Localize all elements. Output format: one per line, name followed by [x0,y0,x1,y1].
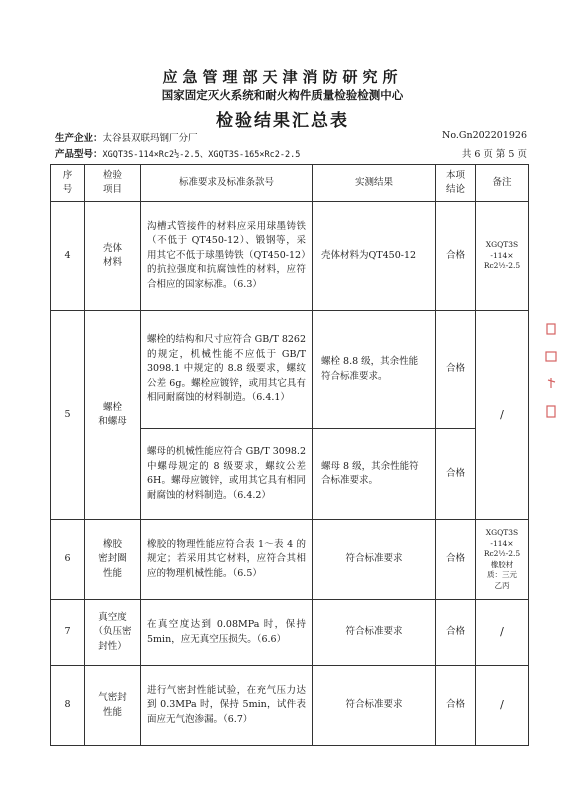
row-conclusion: 合格 [436,202,476,311]
document-title: 检验结果汇总表 [216,111,349,131]
header-standard: 标准要求及标准条款号 [141,165,313,202]
page-indicator: 共 6 页 第 5 页 [461,149,527,160]
row-item: 螺栓 和螺母 [85,311,141,520]
company-name: 太谷县双联玛钢厂分厂 [102,133,198,144]
institute-name: 应急管理部天津消防研究所 [162,68,403,86]
report-number: No.Gn202201926 [442,130,527,141]
header-item: 检验 项目 [85,165,141,202]
model-label: 产品型号： [55,149,103,160]
header-conclusion: 本项 结论 [436,165,476,202]
table-header-row [51,165,529,202]
table-row [51,600,529,666]
row-no: 4 [51,202,85,311]
row-standard: 螺栓的结构和尺寸应符合 GB/T 8262 的规定，机械性能不应低于 GB/T 3098.1 中规定的 8.8 级要求，螺纹公差 6g。螺栓应镀锌，或用其它具有相同耐腐蚀的材料制造。（6.4.1） [141,311,313,429]
row-standard: 在真空度达到 0.08MPa 时，保持 5min，应无真空压损失。（6.6） [141,600,313,666]
row-no: 5 [51,311,85,520]
row-note: / [476,666,529,746]
company-label: 生产企业： [55,133,103,144]
row-result: 符合标准要求 [313,666,436,746]
center-name: 国家固定灭火系统和耐火构件质量检验检测中心 [161,88,404,102]
row-no: 7 [51,600,85,666]
row-item: 真空度 （负压密 封性） [85,600,141,666]
header-no: 序 号 [51,165,85,202]
row-note: / [476,311,529,520]
table-row [51,520,529,600]
row-no: 8 [51,666,85,746]
row-standard: 沟槽式管接件的材料应采用球墨铸铁（不低于 QT450-12）、锻钢等，采用其它不低于球墨铸铁（QT450-12）的抗拉强度和抗腐蚀性的材料，应符合相应的国家标准。（6.3） [141,202,313,311]
row-result: 壳体材料为QT450-12 [313,202,436,311]
row-conclusion: 合格 [436,600,476,666]
row-standard: 橡胶的物理性能应符合表 1～表 4 的规定；若采用其它材料，应符合其相应的物理机械性能。（6.5） [141,520,313,600]
company-line [55,130,198,144]
row-result: 符合标准要求 [313,520,436,600]
row-standard: 螺母的机械性能应符合 GB/T 3098.2 中螺母规定的 8 级要求，螺纹公差 6H。螺母应镀锌，或用其它具有相同耐腐蚀的材料制造。（6.4.2） [141,429,313,520]
row-item: 壳体 材料 [85,202,141,311]
row-conclusion: 合格 [436,520,476,600]
row-note: XGQT3S -114× Rc2½-2.5 [476,202,529,311]
row-item: 橡胶 密封圈 性能 [85,520,141,600]
row-item: 气密封 性能 [85,666,141,746]
row-result: 螺母 8 级，其余性能符合标准要求。 [313,429,436,520]
row-result: 螺栓 8.8 级，其余性能符合标准要求。 [313,311,436,429]
header-result: 实测结果 [313,165,436,202]
table-row [51,202,529,311]
seal-stamp-edge [545,322,557,441]
row-standard: 进行气密封性能试验，在充气压力达到 0.3MPa 时，保持 5min，试件表面应无气泡渗漏。（6.7） [141,666,313,746]
model-value: XGQT3S-114×Rc2½-2.5、XGQT3S-165×Rc2-2.5 [102,150,301,160]
row-conclusion: 合格 [436,311,476,429]
table-row [51,311,529,429]
row-result: 符合标准要求 [313,600,436,666]
header-note: 备注 [476,165,529,202]
results-table [50,164,529,746]
row-conclusion: 合格 [436,666,476,746]
row-no: 6 [51,520,85,600]
model-line [55,146,300,160]
row-conclusion: 合格 [436,429,476,520]
seal-stamp-icon [545,322,557,432]
row-note: XGQT3S -114× Rc2½-2.5 橡胶材 质：三元 乙丙 [476,520,529,600]
table-row [51,666,529,746]
row-note: / [476,600,529,666]
